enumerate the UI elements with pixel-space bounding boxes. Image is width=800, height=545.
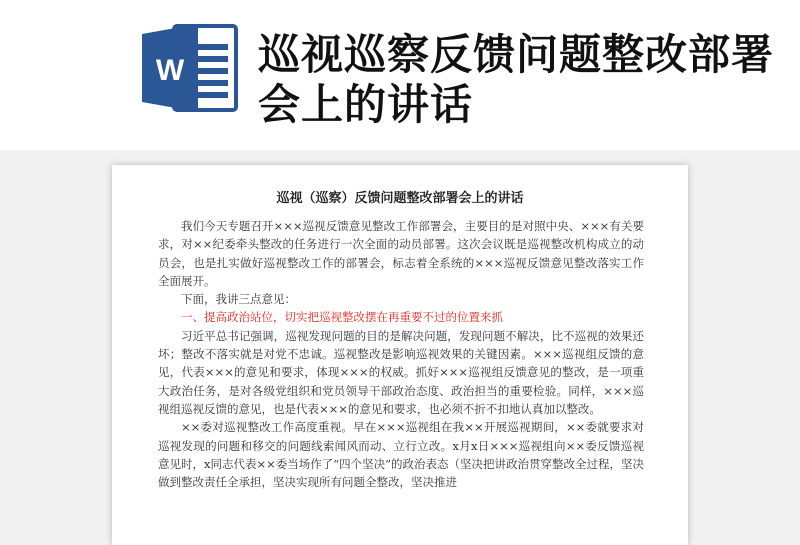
word-document-icon [140, 20, 240, 116]
paragraph: 我们今天专题召开×××巡视反馈意见整改工作部署会，主要目的是对照中央、×××有关要求，对××纪委牵头整改的任务进行一次全面的动员部署。这次会议既是巡视整改机构成立的动员会，也是扎实做好巡视整改工作的部署会，标志着全系统的×××巡视反馈意见整改落实工作全面展开。 [158, 219, 644, 288]
banner [0, 0, 800, 150]
banner-title: 巡视巡察反馈问题整改部署会上的讲话 [258, 30, 775, 129]
paragraph: 习近平总书记强调，巡视发现问题的目的是解决问题，发现问题不解决，比不巡视的效果还坏；整改不落实就是对党不忠诚。巡视整改是影响巡视效果的关键因素。×××巡视组反馈的意见，代表×××的意见和要求，体现×××的权威。抓好×××巡视组反馈意见的整改，是一项重大政治任务，是对各级党组织和党员领导干部政治态度、政治担当的重要检验。同样，×××巡视组巡视反馈的意见，也是代表×××的意见和要求，也必须不折不扣地认真加以整改。 [158, 328, 644, 416]
document-body [158, 217, 644, 491]
document-title: 巡视（巡察）反馈问题整改部署会上的讲话 [276, 191, 524, 206]
paragraph: ××委对巡视整改工作高度重视。早在×××巡视组在我××开展巡视期间，××委就要求对巡视发现的问题和移交的问题线索闻风而动、立行立改。x月x日×××巡视组向××委反馈巡视意见时，x同志代表××委当场作了“四个坚决”的政治表态（坚决把讲政治贯穿整改全过程，坚决做到整改责任全承担，坚决实现所有问题全整改，坚决推进 [158, 420, 645, 490]
document-page [112, 165, 688, 545]
paragraph: 下面，我讲三点意见： [181, 292, 296, 307]
section-heading: 一、提高政治站位，切实把巡视整改摆在再重要不过的位置来抓 [181, 310, 503, 325]
svg-text:W: W [155, 54, 185, 87]
